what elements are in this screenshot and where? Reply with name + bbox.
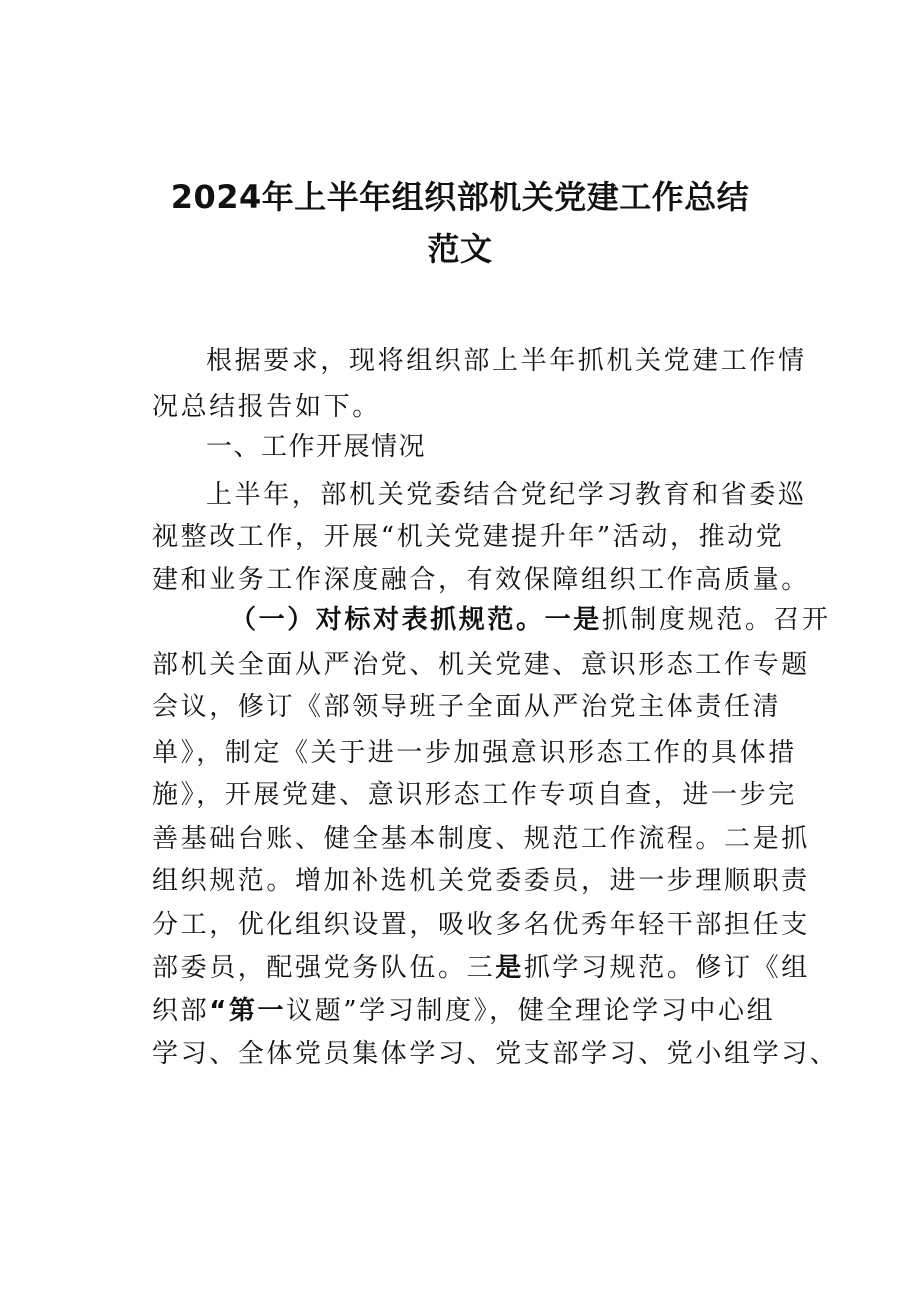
line-9-text-b: 抓学习规范。修订《组	[523, 953, 810, 983]
line-9-strong: 是	[495, 953, 524, 983]
subsection-1-line-9	[152, 951, 810, 985]
subsection-1-line-3: 会议，修订《部领导班子全面从严治党主体责任清	[152, 692, 782, 722]
subsection-1-line-2: 部机关全面从严治党、机关党建、意识形态工作专题	[152, 650, 810, 680]
subsection-1-heading: （一）对标对表抓规范。	[230, 605, 545, 635]
section-1-para-line-2: 视整改工作，开展“机关党建提升年”活动，推动党	[152, 522, 785, 552]
intro-line-2: 况总结报告如下。	[152, 392, 381, 422]
document-title-line-2: 范文	[427, 230, 493, 268]
subsection-1-line-10	[152, 994, 775, 1028]
section-1-para-line-3: 建和业务工作深度融合，有效保障组织工作高质量。	[152, 565, 810, 595]
section-1-para-line-1: 上半年，部机关党委结合党纪学习教育和省委巡	[206, 480, 807, 510]
subsection-1-first-text: 抓制度规范。召开	[601, 605, 831, 635]
subsection-1-line-4: 单》，制定《关于进一步加强意识形态工作的具体措	[152, 738, 797, 768]
line-10-strong: “第一	[209, 996, 287, 1026]
subsection-1-line-5: 施》，开展党建、意识形态工作专项自查，进一步完	[152, 780, 797, 810]
subsection-1-lead: 一是	[544, 605, 602, 635]
line-10-text-a: 织部	[152, 996, 210, 1026]
subsection-1-first-line	[230, 603, 831, 637]
line-10-text-b: 议题”学习制度》，健全理论学习中心组	[286, 996, 776, 1026]
section-1-heading: 一、工作开展情况	[206, 432, 427, 462]
document-title-line-1: 2024年上半年组织部机关党建工作总结	[170, 178, 750, 216]
intro-line-1: 根据要求，现将组织部上半年抓机关党建工作情	[206, 346, 807, 376]
subsection-1-line-11: 学习、全体党员集体学习、党支部学习、党小组学习、	[152, 1039, 839, 1069]
subsection-1-line-7: 组织规范。增加补选机关党委委员，进一步理顺职责	[152, 866, 810, 896]
subsection-1-line-8: 分工，优化组织设置，吸收多名优秀年轻干部担任支	[152, 910, 810, 940]
subsection-1-line-6: 善基础台账、健全基本制度、规范工作流程。二是抓	[152, 824, 810, 854]
line-9-text-a: 部委员，配强党务队伍。三	[152, 953, 496, 983]
